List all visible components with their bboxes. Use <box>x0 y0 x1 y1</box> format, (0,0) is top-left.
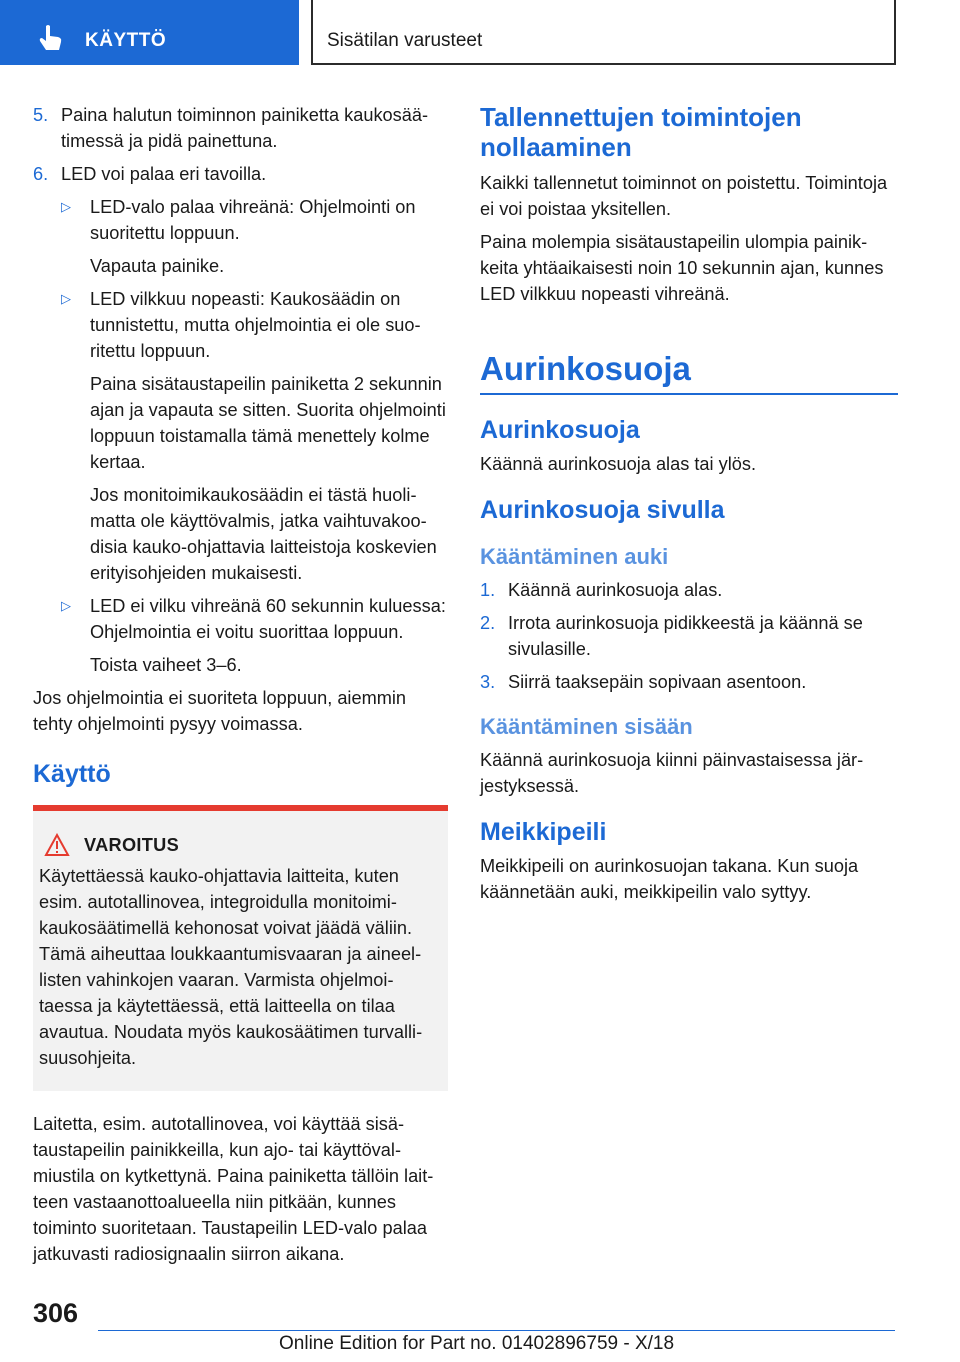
section-tab <box>0 0 299 65</box>
paragraph: Käännä aurinkosuoja alas tai ylös. <box>480 454 757 474</box>
step-text: Käännä aurinkosuoja alas. <box>508 580 723 600</box>
subsection-heading: Kääntäminen auki <box>480 544 669 569</box>
triangle-bullet-icon: ▷ <box>61 291 71 306</box>
bullet-text: LED vilkkuu nopeasti: Kaukosäädin on tunnistettu, mutta ohjelmointia ei ole suoritettu loppuun. <box>90 289 421 361</box>
step-item <box>33 161 448 187</box>
step-text: Paina halutun toiminnon painiketta kaukosäätimessä ja pidä painettuna. <box>61 105 429 151</box>
hand-pointer-icon <box>38 24 64 52</box>
step-text: LED voi palaa eri tavoilla. <box>61 164 267 184</box>
subsection-heading: Kääntäminen sisään <box>480 714 693 739</box>
step-item <box>480 577 898 603</box>
bullet-item <box>61 286 448 364</box>
step-number: 1. <box>480 580 496 600</box>
bullet-item <box>61 194 448 246</box>
chapter-heading-aurinkosuoja: Aurinkosuoja <box>480 349 898 395</box>
section-heading: Aurinkosuoja sivulla <box>480 496 725 524</box>
chapter-title: Sisätilan varusteet <box>327 30 483 51</box>
paragraph: Paina molempia sisätaustapeilin ulompia painikkeita yhtäaikaisesti noin 10 sekunnin ajan, kunnes LED vilkkuu nopeasti vihreänä. <box>480 232 884 304</box>
step-text: Irrota aurinkosuoja pidikkeestä ja käännä se sivulasille. <box>508 613 863 659</box>
step-number: 3. <box>480 672 496 692</box>
triangle-bullet-icon: ▷ <box>61 598 71 613</box>
section-heading-kaytto: Käyttö <box>33 760 111 788</box>
section-tab-label: KÄYTTÖ <box>85 30 167 51</box>
section-heading: Meikkipeili <box>480 818 607 846</box>
section-heading-reset: Tallennettujen toimintojen nollaaminen <box>480 102 802 162</box>
section-heading: Aurinkosuoja <box>480 416 640 444</box>
bullet-follow-text: Paina sisätaustapeilin painiketta 2 sekunnin ajan ja vapauta se sitten. Suorita ohjelmointi loppuun toistamalla tämä menettely kolme kertaa. <box>90 374 446 472</box>
bullet-follow-text: Vapauta painike. <box>90 256 225 276</box>
bullet-text: LED ei vilku vihreänä 60 sekunnin kuluessa: Ohjelmointia ei voitu suorittaa loppuun. <box>90 596 446 642</box>
step-item <box>33 102 448 154</box>
page-number: 306 <box>33 1298 79 1328</box>
step-item <box>480 669 898 695</box>
paragraph: Kaikki tallennetut toiminnot on poistettu. Toimintoja ei voi poistaa yksitellen. <box>480 173 888 219</box>
right-column <box>480 102 898 912</box>
bullet-item <box>61 593 448 645</box>
bullet-follow-text: Jos monitoimikaukosäädin ei tästä huolimatta ole käyttövalmis, jatka vaihtuvakoodisia kauko-ohjattavia laitteistoja koskevien erityisohjeiden mukaisesti. <box>90 485 437 583</box>
warning-title: VAROITUS <box>84 834 180 855</box>
step-number: 5. <box>33 105 49 125</box>
bullet-follow-text: Toista vaiheet 3–6. <box>90 655 242 675</box>
warning-title-row <box>39 833 438 857</box>
chapter-header <box>311 0 896 65</box>
bullet-text: LED-valo palaa vihreänä: Ohjelmointi on suoritettu loppuun. <box>90 197 416 243</box>
step-number: 2. <box>480 613 496 633</box>
warning-box <box>33 811 448 1091</box>
paragraph: Käännä aurinkosuoja kiinni päinvastaisessa järjestyksessä. <box>480 750 864 796</box>
warning-triangle-icon <box>44 833 70 857</box>
step-item <box>480 610 898 662</box>
paragraph: Jos ohjelmointia ei suoriteta loppuun, aiemmin tehty ohjelmointi pysyy voimassa. <box>33 688 407 734</box>
footer-rule <box>98 1330 895 1331</box>
paragraph: Meikkipeili on aurinkosuojan takana. Kun suoja käännetään auki, meikkipeilin valo syttyy. <box>480 856 859 902</box>
step-text: Siirrä taaksepäin sopivaan asentoon. <box>508 672 807 692</box>
left-column <box>33 102 448 1274</box>
triangle-bullet-icon: ▷ <box>61 199 71 214</box>
paragraph: Laitetta, esim. autotallinovea, voi käyttää sisätaustapeilin painikkeilla, kun ajo- tai käyttövalmiustila on kytkettynä. Paina painiketta tällöin laitteen vastaanottoalueella niin pitkään, kunnes toiminto suoritetaan. Taustapeilin LED-valo palaa jatkuvasti radiosignaalin siirron aikana. <box>33 1114 434 1264</box>
footer-edition: Online Edition for Part no. 01402896759 - X/18 <box>279 1333 675 1354</box>
warning-text: Käytettäessä kauko-ohjattavia laitteita, kuten esim. autotallinovea, integroidulla monitoimikaukosäätimellä kehonosat voivat jäädä väliin. Tämä aiheuttaa loukkaantumisvaaran ja aineellisten vahinkojen vaaran. Varmista ohjelmoitaessa ja käytettäessä, että laitteella on tilaa avautua. Noudata myös kaukosäätimen turvallisuusohjeita. <box>39 866 423 1068</box>
step-number: 6. <box>33 164 49 184</box>
